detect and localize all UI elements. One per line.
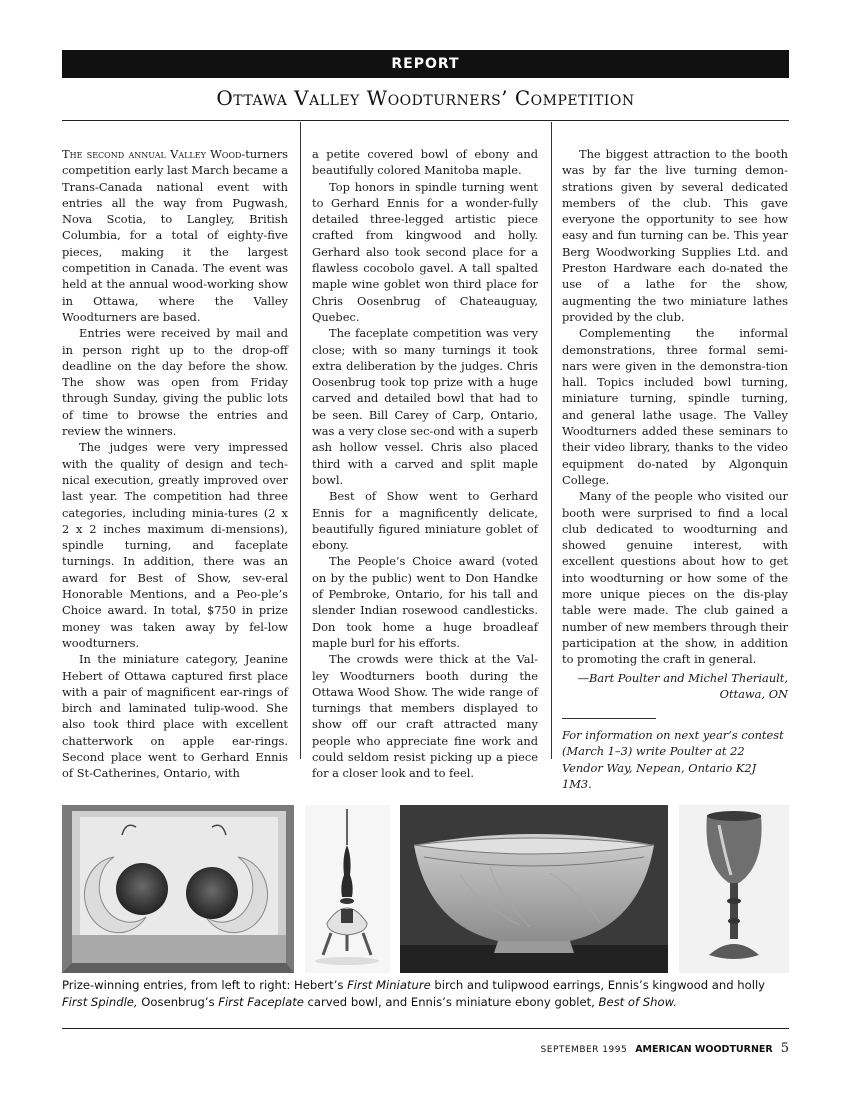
page-footer: [541, 1037, 789, 1056]
photo-goblet: [679, 805, 789, 973]
issue-date: SEPTEMBER 1995: [540, 1045, 628, 1055]
author-location: Ottawa, ON: [719, 686, 788, 701]
section-banner: REPORT: [62, 50, 789, 78]
magazine-name: AMERICAN WOODTURNER: [635, 1044, 773, 1055]
lead-in-smallcaps: The second annual Valley Wood-: [62, 147, 246, 161]
photo-caption: Prize-winning entries, from left to right: Hebert’s First Miniature birch and tulipwood earrings, Ennis’s kingwood and holly First Spindle, Oosenbrug’s First Faceplate carved bowl, and Ennis’s miniature ebony goblet, Best of Show.: [62, 978, 766, 1009]
article-paragraph: The crowds were thick at the Val-ley Woodturners booth during the Ottawa Wood Show. The wide range of turnings that members displayed to show off our craft attracted many people who appreciate fine work and could seldom resist picking up a piece for a closer look and to feel.: [312, 652, 538, 781]
note-divider: [562, 718, 656, 719]
article-paragraph: Top honors in spindle turning went to Gerhard Ennis for a wonder-fully detailed three-legged artistic piece crafted from kingwood and holly. Gerhard also took second place for a flawless cocobolo gavel. A tall spalted maple wine goblet won third place for Chris Oosenbrug of Chateauguay, Quebec.: [312, 179, 538, 324]
page-number: 5: [780, 1041, 789, 1056]
article-paragraph: a petite covered bowl of ebony and beautifully colored Manitoba maple.: [312, 147, 538, 178]
footer-divider: [62, 1028, 789, 1029]
article-column-2: [312, 146, 538, 782]
column-divider: [300, 122, 301, 759]
article-paragraph: The biggest attraction to the booth was by far the live turning demon-strations given by several dedicated members of the club. This gave everyone the opportunity to see how easy and fun turning can be. This year Berg Woodworking Supplies Ltd. and Preston Hardware each do-nated the use of a lathe for the show, augmenting the two miniature lathes provided by the club.: [562, 147, 788, 324]
title-divider: [62, 120, 789, 121]
article-paragraph: The People’s Choice award (voted on by the public) went to Don Handke of Pembroke, Ontario, for his tall and slender Indian rosewood candlesticks. Don took home a huge broadleaf maple burl for his efforts.: [312, 554, 538, 650]
article-column-3: [562, 146, 788, 792]
article-paragraph: The second annual Valley Wood-turners competition early last March became a Trans-Canada national event with entries all the way from Pugwash, Nova Scotia, to Langley, British Columbia, for a total of eighty-five pieces, making it the largest competition in Canada. The event was held at the annual wood-working show in Ottawa, where the Valley Woodturners are based.: [62, 147, 288, 324]
photo-bowl: [400, 805, 668, 973]
photo-spindle: [305, 805, 390, 973]
article-column-1: [62, 146, 288, 782]
article-paragraph: In the miniature category, Jeanine Hebert of Ottawa captured first place with a pair of magnificent ear-rings of birch and laminated tulip-wood. She also took third place with excellent chatterwork on apple ear-rings. Second place went to Gerhard Ennis of St-Catherines, Ontario, with: [62, 652, 288, 781]
article-paragraph: Complementing the informal demonstrations, three formal semi-nars were given in the demonstra-tion hall. Topics included bowl turning, miniature turning, spindle turning, and general lathe usage. The Valley Woodturners added these seminars to their video library, thanks to the video equipment do-nated by Algonquin College.: [562, 326, 788, 487]
article-paragraph: Many of the people who visited our booth were surprised to find a local club dedicated to woodturning and showed genuine interest, with excellent questions about how to get into woodturning or how some of the more unique pieces on the dis-play table were made. The club gained a number of new members through their participation at the show, in addition to promoting the craft in general.: [562, 489, 788, 667]
photo-earrings: [62, 805, 294, 973]
article-paragraph: Entries were received by mail and in person right up to the drop-off deadline on the day before the show. The show was open from Friday through Sunday, giving the public lots of time to browse the entries and review the winners.: [62, 326, 288, 439]
article-title: Ottawa Valley Woodturners’ Competition: [216, 86, 635, 110]
article-paragraph: The faceplate competition was very close; with so many turnings it took extra deliberation by the judges. Chris Oosenbrug took top prize with a huge carved and detailed bowl that had to be seen. Bill Carey of Carp, Ontario, was a very close sec-ond with a superb ash hollow vessel. Chris also placed third with a carved and split maple bowl.: [312, 326, 538, 487]
article-paragraph: Best of Show went to Gerhard Ennis for a magnificently delicate, beautifully figured miniature goblet of ebony.: [312, 489, 538, 553]
column-divider: [551, 122, 552, 759]
author-signature: —Bart Poulter and Michel Theriault,: [577, 670, 788, 685]
article-paragraph: The judges were very impressed with the quality of design and tech-nical execution, greatly improved over last year. The competition had three categories, including minia-tures (2 x 2 x 2 inches maximum di-mensions), spindle turning, and faceplate turnings. In addition, there was an award for Best of Show, sev-eral Honorable Mentions, and a Peo-ple’s Choice award. In total, $750 in prize money was taken away by fel-low woodturners.: [62, 440, 288, 650]
contest-info-note: For information on next year’s contest (March 1–3) write Poulter at 22 Vendor Way, Nepean, Ontario K2J 1M3.: [562, 728, 784, 791]
